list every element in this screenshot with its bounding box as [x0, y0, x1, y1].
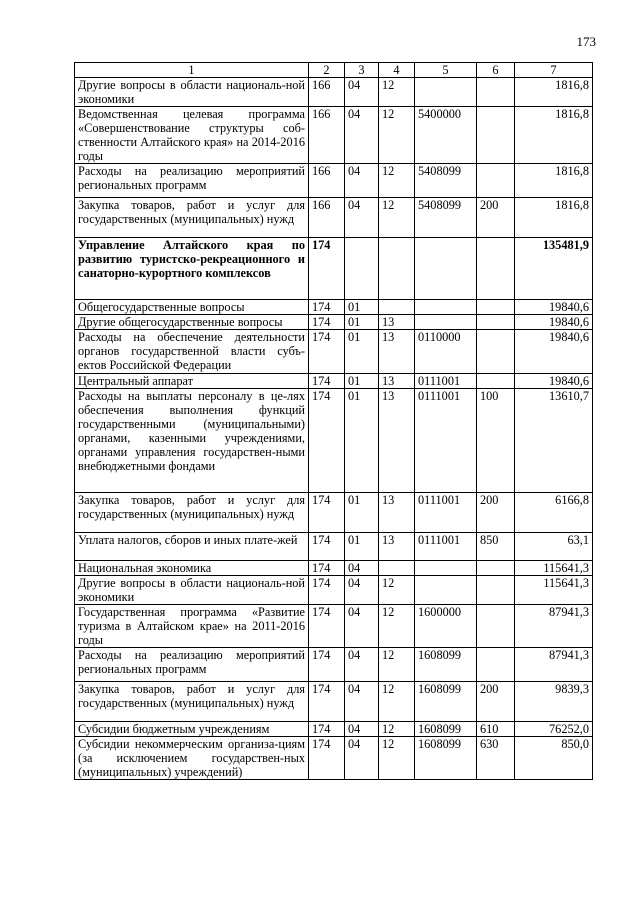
subsection-code: 12	[379, 722, 415, 737]
page-number: 173	[576, 34, 596, 49]
table-row	[75, 164, 593, 198]
target-article-code: 0111001	[415, 533, 477, 561]
ministry-code: 166	[309, 107, 345, 164]
expense-name: Центральный аппарат	[75, 374, 309, 389]
target-article-code: 1608099	[415, 722, 477, 737]
section-code: 01	[345, 315, 379, 330]
target-article-code: 0111001	[415, 493, 477, 533]
section-code: 04	[345, 164, 379, 198]
table-row	[75, 576, 593, 605]
target-article-code: 5400000	[415, 107, 477, 164]
subsection-code: 13	[379, 330, 415, 374]
table-header-row	[75, 63, 593, 78]
section-code: 04	[345, 682, 379, 722]
ministry-code: 166	[309, 198, 345, 238]
expense-type-code	[477, 648, 515, 682]
section-code: 01	[345, 330, 379, 374]
expense-name: Расходы на выплаты персоналу в це-лях обеспечения выполнения функций государственными (муниципальными) органами, казенными учреждениями, органами управления государствен-ными внебюджетными фондами	[75, 389, 309, 493]
expense-type-code: 850	[477, 533, 515, 561]
table-row	[75, 561, 593, 576]
amount: 1816,8	[515, 78, 593, 107]
expense-type-code: 100	[477, 389, 515, 493]
expense-name: Закупка товаров, работ и услуг для государственных (муниципальных) нужд	[75, 682, 309, 722]
ministry-code: 174	[309, 330, 345, 374]
target-article-code	[415, 576, 477, 605]
ministry-code: 174	[309, 682, 345, 722]
header-col-2: 2	[309, 63, 345, 78]
section-code: 01	[345, 493, 379, 533]
ministry-code: 166	[309, 164, 345, 198]
target-article-code: 1608099	[415, 682, 477, 722]
header-col-7: 7	[515, 63, 593, 78]
amount: 6166,8	[515, 493, 593, 533]
subsection-code: 12	[379, 605, 415, 648]
expense-type-code	[477, 107, 515, 164]
ministry-code: 174	[309, 238, 345, 300]
table-row	[75, 493, 593, 533]
expense-name: Расходы на реализацию мероприятий региональных программ	[75, 164, 309, 198]
expense-type-code: 610	[477, 722, 515, 737]
expense-name: Закупка товаров, работ и услуг для государственных (муниципальных) нужд	[75, 198, 309, 238]
target-article-code: 1608099	[415, 737, 477, 780]
expense-name: Субсидии бюджетным учреждениям	[75, 722, 309, 737]
table-row	[75, 330, 593, 374]
section-code	[345, 238, 379, 300]
ministry-code: 174	[309, 374, 345, 389]
subsection-code: 13	[379, 374, 415, 389]
expense-type-code	[477, 605, 515, 648]
ministry-code: 174	[309, 576, 345, 605]
target-article-code: 0110000	[415, 330, 477, 374]
table-row	[75, 300, 593, 315]
target-article-code: 0111001	[415, 389, 477, 493]
target-article-code: 1600000	[415, 605, 477, 648]
expense-type-code	[477, 164, 515, 198]
table-row	[75, 722, 593, 737]
section-code: 04	[345, 605, 379, 648]
table-row	[75, 737, 593, 780]
target-article-code	[415, 78, 477, 107]
section-code: 01	[345, 533, 379, 561]
amount: 13610,7	[515, 389, 593, 493]
expense-name: Расходы на обеспечение деятельности органов государственной власти субъ-ектов Российской Федерации	[75, 330, 309, 374]
subsection-code	[379, 300, 415, 315]
table-row	[75, 238, 593, 300]
subsection-code: 12	[379, 107, 415, 164]
header-col-3: 3	[345, 63, 379, 78]
expense-name: Уплата налогов, сборов и иных плате-жей	[75, 533, 309, 561]
expense-name: Другие вопросы в области националь-ной экономики	[75, 78, 309, 107]
section-code: 04	[345, 737, 379, 780]
ministry-code: 166	[309, 78, 345, 107]
expense-name: Расходы на реализацию мероприятий региональных программ	[75, 648, 309, 682]
subsection-code: 13	[379, 493, 415, 533]
subsection-code	[379, 238, 415, 300]
table-row	[75, 605, 593, 648]
subsection-code: 12	[379, 198, 415, 238]
expense-type-code	[477, 78, 515, 107]
target-article-code: 5408099	[415, 164, 477, 198]
ministry-code: 174	[309, 722, 345, 737]
expense-type-code: 200	[477, 682, 515, 722]
amount: 850,0	[515, 737, 593, 780]
subsection-code: 12	[379, 648, 415, 682]
expense-type-code	[477, 300, 515, 315]
ministry-code: 174	[309, 648, 345, 682]
header-col-6: 6	[477, 63, 515, 78]
header-col-1: 1	[75, 63, 309, 78]
subsection-code: 13	[379, 315, 415, 330]
table-row	[75, 198, 593, 238]
section-code: 04	[345, 561, 379, 576]
amount: 63,1	[515, 533, 593, 561]
target-article-code	[415, 238, 477, 300]
subsection-code: 12	[379, 682, 415, 722]
amount: 19840,6	[515, 300, 593, 315]
expense-name: Ведомственная целевая программа «Совершенствование структуры соб-ственности Алтайского края» на 2014-2016 годы	[75, 107, 309, 164]
section-code: 04	[345, 78, 379, 107]
subsection-code: 12	[379, 576, 415, 605]
budget-table	[74, 62, 593, 780]
expense-type-code: 200	[477, 493, 515, 533]
expense-type-code	[477, 238, 515, 300]
ministry-code: 174	[309, 493, 345, 533]
expense-type-code	[477, 561, 515, 576]
amount: 19840,6	[515, 315, 593, 330]
table-row	[75, 533, 593, 561]
amount: 115641,3	[515, 576, 593, 605]
ministry-code: 174	[309, 315, 345, 330]
amount: 1816,8	[515, 107, 593, 164]
table-row	[75, 107, 593, 164]
table-row	[75, 389, 593, 493]
ministry-code: 174	[309, 605, 345, 648]
amount: 19840,6	[515, 374, 593, 389]
target-article-code	[415, 315, 477, 330]
target-article-code	[415, 561, 477, 576]
amount: 87941,3	[515, 605, 593, 648]
subsection-code	[379, 561, 415, 576]
target-article-code: 0111001	[415, 374, 477, 389]
table-row	[75, 78, 593, 107]
expense-name: Государственная программа «Развитие туризма в Алтайском крае» на 2011-2016 годы	[75, 605, 309, 648]
table-row	[75, 315, 593, 330]
amount: 87941,3	[515, 648, 593, 682]
subsection-code: 12	[379, 164, 415, 198]
subsection-code: 13	[379, 389, 415, 493]
section-code: 04	[345, 107, 379, 164]
ministry-code: 174	[309, 389, 345, 493]
amount: 76252,0	[515, 722, 593, 737]
target-article-code: 1608099	[415, 648, 477, 682]
subsection-code: 13	[379, 533, 415, 561]
section-code: 04	[345, 198, 379, 238]
expense-type-code	[477, 330, 515, 374]
amount: 1816,8	[515, 164, 593, 198]
amount: 9839,3	[515, 682, 593, 722]
expense-name: Субсидии некоммерческим организа-циям (за исключением государствен-ных (муниципальных) учреждений)	[75, 737, 309, 780]
expense-name: Общегосударственные вопросы	[75, 300, 309, 315]
expense-type-code	[477, 576, 515, 605]
section-code: 04	[345, 648, 379, 682]
ministry-code: 174	[309, 737, 345, 780]
section-code: 01	[345, 300, 379, 315]
expense-type-code	[477, 374, 515, 389]
ministry-code: 174	[309, 533, 345, 561]
target-article-code: 5408099	[415, 198, 477, 238]
header-col-4: 4	[379, 63, 415, 78]
subsection-code: 12	[379, 78, 415, 107]
expense-name: Закупка товаров, работ и услуг для государственных (муниципальных) нужд	[75, 493, 309, 533]
target-article-code	[415, 300, 477, 315]
section-code: 01	[345, 389, 379, 493]
expense-name: Управление Алтайского края по развитию туристско-рекреационного и санаторно-курортного комплексов	[75, 238, 309, 300]
section-code: 01	[345, 374, 379, 389]
ministry-code: 174	[309, 300, 345, 315]
expense-type-code: 630	[477, 737, 515, 780]
table-row	[75, 374, 593, 389]
table-row	[75, 648, 593, 682]
expense-type-code: 200	[477, 198, 515, 238]
amount: 19840,6	[515, 330, 593, 374]
amount: 115641,3	[515, 561, 593, 576]
amount: 1816,8	[515, 198, 593, 238]
table-row	[75, 682, 593, 722]
subsection-code: 12	[379, 737, 415, 780]
ministry-code: 174	[309, 561, 345, 576]
expense-type-code	[477, 315, 515, 330]
header-col-5: 5	[415, 63, 477, 78]
amount: 135481,9	[515, 238, 593, 300]
expense-name: Другие общегосударственные вопросы	[75, 315, 309, 330]
section-code: 04	[345, 722, 379, 737]
section-code: 04	[345, 576, 379, 605]
expense-name: Другие вопросы в области националь-ной экономики	[75, 576, 309, 605]
expense-name: Национальная экономика	[75, 561, 309, 576]
